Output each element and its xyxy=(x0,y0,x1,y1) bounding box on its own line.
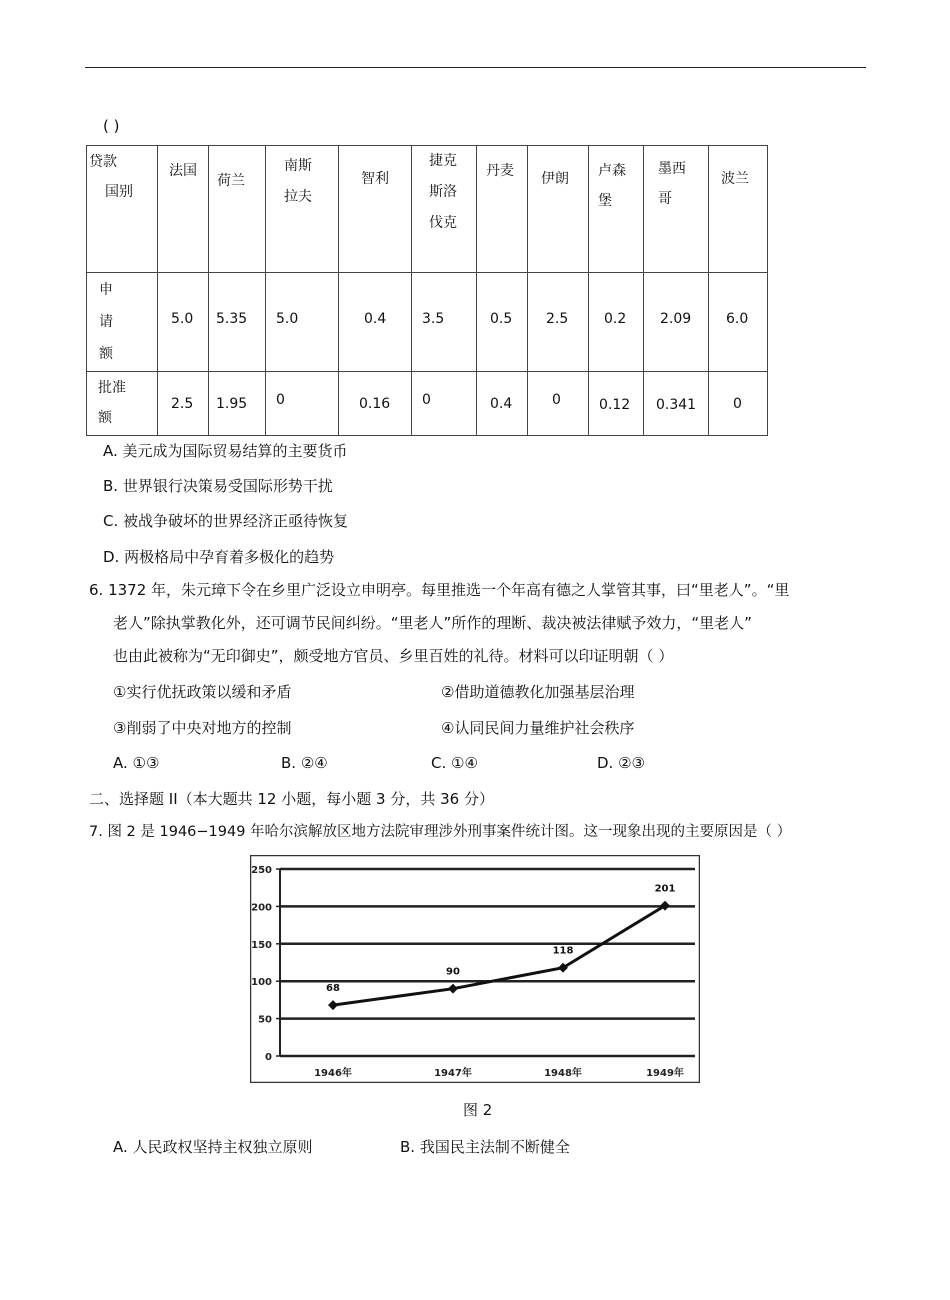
q6-item-1: ①实行优抚政策以缓和矛盾 xyxy=(113,683,292,701)
q6-stem-line3: 也由此被称为“无印御史”，颇受地方官员、乡里百姓的礼待。材料可以印证明朝（ ） xyxy=(113,647,674,665)
x-tick-label: 1948年 xyxy=(544,1068,582,1079)
q6-stem-line1: 6. 1372 年，朱元璋下令在乡里广泛设立申明亭。每里推选一个年高有德之人掌管其事，曰“里老人”。“里 xyxy=(89,581,790,599)
country-header xyxy=(266,146,339,273)
header-rule xyxy=(85,67,866,68)
table-cell: 0.2 xyxy=(589,273,644,372)
table-cell: 2.5 xyxy=(158,372,209,436)
figure-caption: 图 2 xyxy=(463,1101,493,1119)
data-label: 68 xyxy=(326,983,340,995)
q6-item-2: ②借助道德教化加强基层治理 xyxy=(441,683,635,701)
answer-blank: ( ) xyxy=(103,117,120,135)
chart-border xyxy=(251,856,700,1083)
table-cell: 3.5 xyxy=(412,273,477,372)
country-header xyxy=(477,146,528,273)
country-poland: 波兰 xyxy=(721,171,749,187)
x-tick-label: 1946年 xyxy=(314,1068,352,1079)
q6-option-a[interactable]: A. ①③ xyxy=(113,754,160,772)
q6-item-4: ④认同民间力量维护社会秩序 xyxy=(441,719,635,737)
table-cell: 0 xyxy=(412,372,477,436)
data-label: 90 xyxy=(446,966,460,978)
table-cell: 5.0 xyxy=(266,273,339,372)
table-cell: 0 xyxy=(528,372,589,436)
q5-option-d[interactable]: D. 两极格局中孕育着多极化的趋势 xyxy=(103,548,335,566)
y-tick-label: 0 xyxy=(265,1052,272,1063)
table-cell: 5.35 xyxy=(209,273,266,372)
series-line xyxy=(333,906,665,1005)
x-tick-label: 1949年 xyxy=(646,1068,684,1079)
data-label: 201 xyxy=(654,883,676,895)
y-tick-label: 150 xyxy=(251,939,272,951)
loan-table xyxy=(86,145,768,436)
y-tick-label: 100 xyxy=(251,977,272,989)
country-header xyxy=(412,146,477,273)
country-chile: 智利 xyxy=(361,171,389,187)
section-2-heading: 二、选择题 II（本大题共 12 小题，每小题 3 分，共 36 分） xyxy=(89,790,494,808)
data-point xyxy=(448,984,458,994)
table-cell: 0.5 xyxy=(477,273,528,372)
country-france: 法国 xyxy=(169,163,197,179)
corner-line1: 贷款 xyxy=(89,154,117,170)
country-yugoslavia: 南斯 拉夫 xyxy=(284,158,312,205)
table-cell: 0.12 xyxy=(589,372,644,436)
q6-option-d[interactable]: D. ②③ xyxy=(597,754,645,772)
row-label-approved: 批准 额 xyxy=(87,372,158,436)
table-cell: 0.341 xyxy=(644,372,709,436)
table-cell: 0.16 xyxy=(339,372,412,436)
q7-option-a[interactable]: A. 人民政权坚持主权独立原则 xyxy=(113,1138,313,1156)
q5-option-c[interactable]: C. 被战争破坏的世界经济正亟待恢复 xyxy=(103,512,349,530)
table-cell: 0.4 xyxy=(339,273,412,372)
country-denmark: 丹麦 xyxy=(486,163,514,179)
data-point xyxy=(328,1000,338,1010)
table-cell: 1.95 xyxy=(209,372,266,436)
row-label-applied: 申 请 额 xyxy=(87,273,158,372)
country-luxembourg: 卢森 堡 xyxy=(598,163,626,209)
table-corner xyxy=(87,146,158,273)
country-iran: 伊朗 xyxy=(541,171,569,187)
country-header xyxy=(209,146,266,273)
q7-stem: 7. 图 2 是 1946−1949 年哈尔滨解放区地方法院审理涉外刑事案件统计图。这一现象出现的主要原因是（ ） xyxy=(89,824,792,840)
data-label: 118 xyxy=(552,945,574,957)
q7-chart xyxy=(250,855,700,1083)
country-header xyxy=(339,146,412,273)
y-tick-label: 200 xyxy=(251,902,272,914)
table-cell: 0 xyxy=(709,372,768,436)
corner-line2: 国别 xyxy=(105,184,133,200)
q5-option-b[interactable]: B. 世界银行决策易受国际形势干扰 xyxy=(103,477,333,495)
table-cell: 0.4 xyxy=(477,372,528,436)
country-header xyxy=(158,146,209,273)
q6-stem-line2: 老人”除执掌教化外，还可调节民间纠纷。“里老人”所作的理断、裁决被法律赋予效力，“里老人” xyxy=(113,614,752,632)
country-netherlands: 荷兰 xyxy=(217,173,245,189)
table-cell: 2.5 xyxy=(528,273,589,372)
q6-item-3: ③削弱了中央对地方的控制 xyxy=(113,719,292,737)
country-header xyxy=(709,146,768,273)
y-tick-label: 250 xyxy=(251,865,272,876)
table-cell: 5.0 xyxy=(158,273,209,372)
y-tick-label: 50 xyxy=(258,1014,272,1026)
q7-option-b[interactable]: B. 我国民主法制不断健全 xyxy=(400,1138,570,1156)
q6-option-b[interactable]: B. ②④ xyxy=(281,754,328,772)
x-tick-label: 1947年 xyxy=(434,1068,472,1079)
table-cell: 6.0 xyxy=(709,273,768,372)
country-mexico: 墨西 哥 xyxy=(658,161,686,207)
country-header xyxy=(589,146,644,273)
country-czechoslovakia: 捷克 斯洛 伐克 xyxy=(429,153,457,231)
country-header xyxy=(644,146,709,273)
line-chart xyxy=(250,855,700,1083)
q5-option-a[interactable]: A. 美元成为国际贸易结算的主要货币 xyxy=(103,442,348,460)
country-header xyxy=(528,146,589,273)
q6-option-c[interactable]: C. ①④ xyxy=(431,754,478,772)
table-cell: 2.09 xyxy=(644,273,709,372)
table-cell: 0 xyxy=(266,372,339,436)
